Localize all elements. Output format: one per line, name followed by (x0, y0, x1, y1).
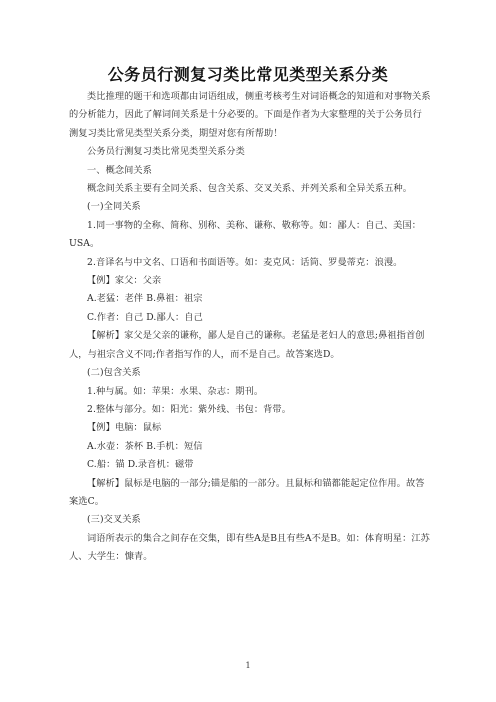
example-heading: 【例】家父：父亲 (87, 275, 162, 287)
option-line: A.老猛：老伴 B.鼻祖：祖宗 (87, 293, 203, 305)
analysis-paragraph: 【解析】家父是父亲的谦称，鄙人是自己的谦称。老猛是老妇人的意思;鼻祖指首创人，与祖宗含义不同;作者指写作的人，而不是自己。故答案选D。 (69, 330, 425, 360)
paragraph: 类比推理的题干和选项都由词语组成，侧重考核考生对词语概念的知道和对事物关系的分析能力，因此了解词间关系是十分必要的。下面是作者为大家整理的关于公务员行测复习类比常见类型关系分类，期望对您有所帮助！ (69, 91, 431, 139)
document-title: 公务员行测复习类比常见类型关系分类 (107, 65, 389, 84)
paragraph: 2.音译名与中文名、口语和书面语等。如：麦克风：话筒、罗曼蒂克：浪漫。 (87, 256, 403, 268)
option-line: A.水壶：茶杯 B.手机：短信 (87, 440, 203, 452)
option-line: C.船：锚 D.录音机：磁带 (87, 459, 194, 471)
paragraph: 1.种与属。如：苹果：水果、杂志：期刊。 (87, 385, 264, 397)
option-line: C.作者：自己 D.鄙人：自己 (87, 311, 203, 323)
example-heading: 【例】电脑：鼠标 (87, 422, 162, 434)
paragraph: 概念间关系主要有全同关系、包含关系、交叉关系、并列关系和全异关系五种。 (87, 183, 413, 195)
subsection-heading: (一)全同关系 (87, 201, 141, 213)
document-body (69, 88, 431, 567)
section-heading: 一、概念间关系 (87, 164, 153, 176)
paragraph: 词语所表示的集合之间存在交集，即有些A是B且有些A不是B。如：体育明星：江苏人、大学生：慷青。 (69, 532, 430, 563)
analysis-paragraph: 【解析】鼠标是电脑的一部分;锚是船的一部分。且鼠标和锚都能起定位作用。故答案选C。 (69, 477, 425, 507)
paragraph: 1.同一事物的全称、简称、别称、美称、谦称、敬称等。如：鄙人：自己、美国：USA。 (69, 219, 422, 250)
subsection-heading: (三)交叉关系 (87, 514, 141, 526)
page-number: 1 (245, 661, 251, 670)
subsection-heading: (二)包含关系 (87, 367, 141, 379)
paragraph: 2.整体与部分。如：阳光：紫外线、书包：背带。 (87, 403, 292, 415)
paragraph: 公务员行测复习类比常见类型关系分类 (87, 146, 245, 158)
